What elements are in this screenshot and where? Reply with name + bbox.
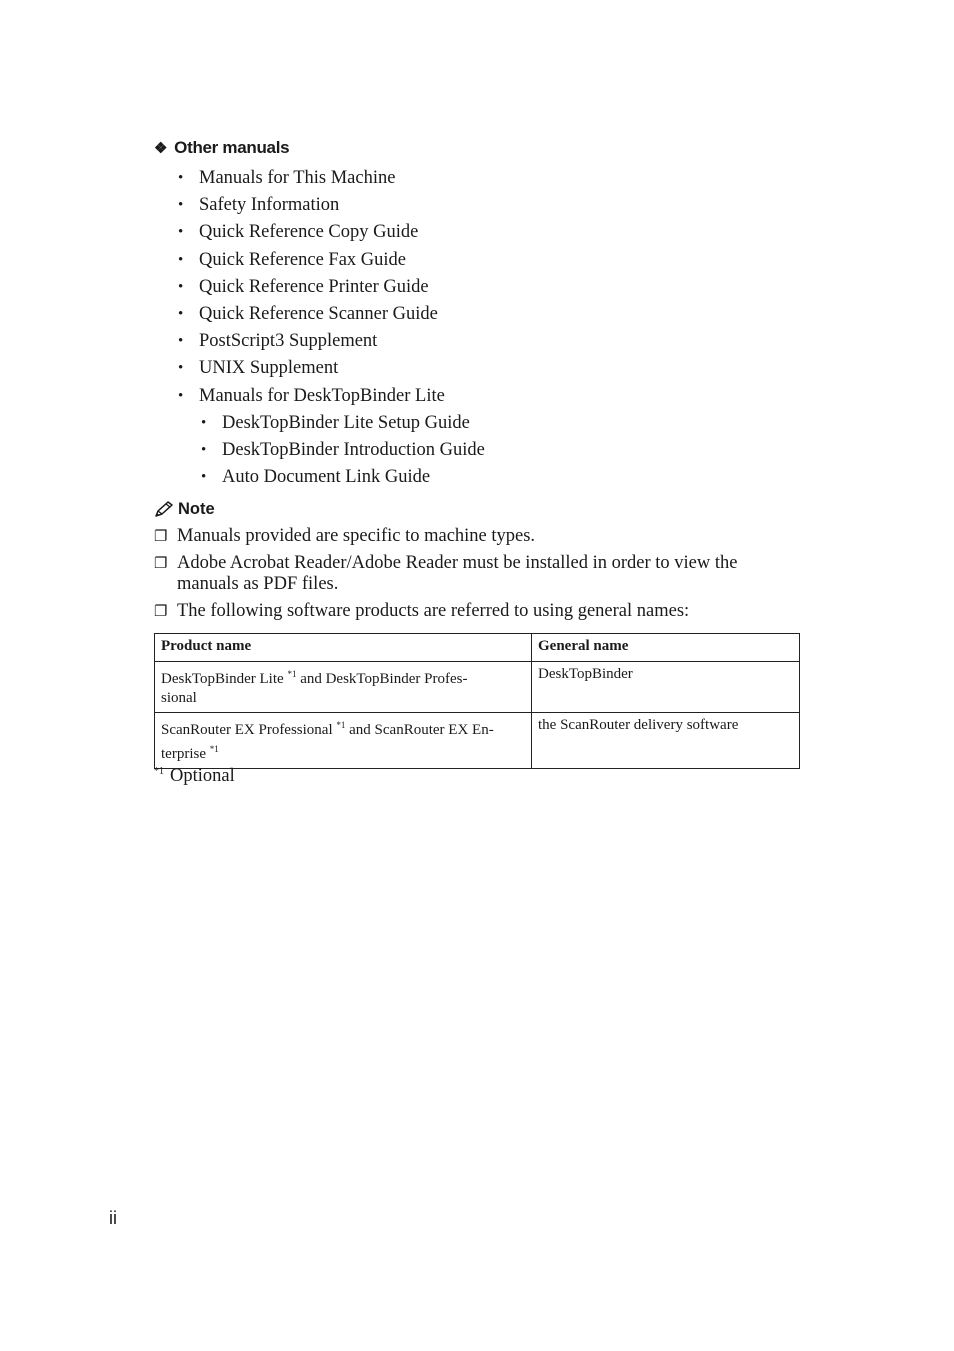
bullet-icon: • <box>201 441 207 458</box>
bullet-icon: • <box>178 224 184 241</box>
product-name-cell: DeskTopBinder Lite $^{*1}$ and DeskTopBinder Profes- sional <box>155 662 532 713</box>
note-item: ❐ Manuals provided are specific to machine types. <box>154 526 536 546</box>
general-names-table <box>154 633 800 769</box>
footnote-mark: *1 <box>154 766 164 777</box>
note-heading <box>154 500 215 519</box>
list-item: • Safety Information <box>178 192 485 219</box>
general-name-cell: the ScanRouter delivery software <box>532 713 800 769</box>
table-row <box>155 713 800 769</box>
note-item: ❐ The following software products are referred to using general names: <box>154 601 690 621</box>
checkbox-square-icon: ❐ <box>154 556 168 572</box>
product-name-cell: ScanRouter EX Professional $^{*1}$ and ScanRouter EX En- terprise $^{*1}$ <box>155 713 532 769</box>
bullet-icon: • <box>178 197 184 214</box>
bullet-icon: • <box>178 305 184 322</box>
list-item: • UNIX Supplement <box>178 355 485 382</box>
sub-list-item: • DeskTopBinder Lite Setup Guide <box>201 410 485 437</box>
checkbox-square-icon: ❐ <box>154 529 168 545</box>
column-header-product: Product name <box>155 634 532 662</box>
sub-list-item: • DeskTopBinder Introduction Guide <box>201 437 485 464</box>
list-item: • Manuals for This Machine <box>178 165 485 192</box>
list-item: • Quick Reference Printer Guide <box>178 274 485 301</box>
bullet-icon: • <box>178 333 184 350</box>
note-title: Note <box>178 500 215 518</box>
column-header-general: General name <box>532 634 800 662</box>
bullet-icon: • <box>178 251 184 268</box>
bullet-icon: • <box>178 360 184 377</box>
manuals-list <box>178 165 485 491</box>
general-name-cell: DeskTopBinder <box>532 662 800 713</box>
footnote-text: Optional <box>170 766 235 786</box>
list-item: • PostScript3 Supplement <box>178 328 485 355</box>
bullet-icon: • <box>178 278 184 295</box>
bullet-icon: • <box>201 414 207 431</box>
diamond-ornament-icon: ❖ <box>154 140 168 157</box>
sub-list-item: • Auto Document Link Guide <box>201 464 485 491</box>
table-header-row <box>155 634 800 662</box>
bullet-icon: • <box>178 170 184 186</box>
list-item: • Quick Reference Fax Guide <box>178 247 485 274</box>
bullet-icon: • <box>201 469 207 486</box>
pencil-icon <box>154 501 174 518</box>
page-number: ii <box>109 1208 117 1228</box>
table-row <box>155 662 800 713</box>
list-item: • Manuals for DeskTopBinder Lite <box>178 383 485 410</box>
section-title: Other manuals <box>174 138 290 157</box>
list-item: • Quick Reference Scanner Guide <box>178 301 485 328</box>
bullet-icon: • <box>178 387 184 404</box>
list-item: • Quick Reference Copy Guide <box>178 219 485 246</box>
section-heading <box>154 138 289 158</box>
checkbox-square-icon: ❐ <box>154 604 168 620</box>
note-item: ❐ Adobe Acrobat Reader/Adobe Reader must be installed in order to view the manuals as PDF files. <box>154 553 738 594</box>
footnote <box>154 766 235 787</box>
